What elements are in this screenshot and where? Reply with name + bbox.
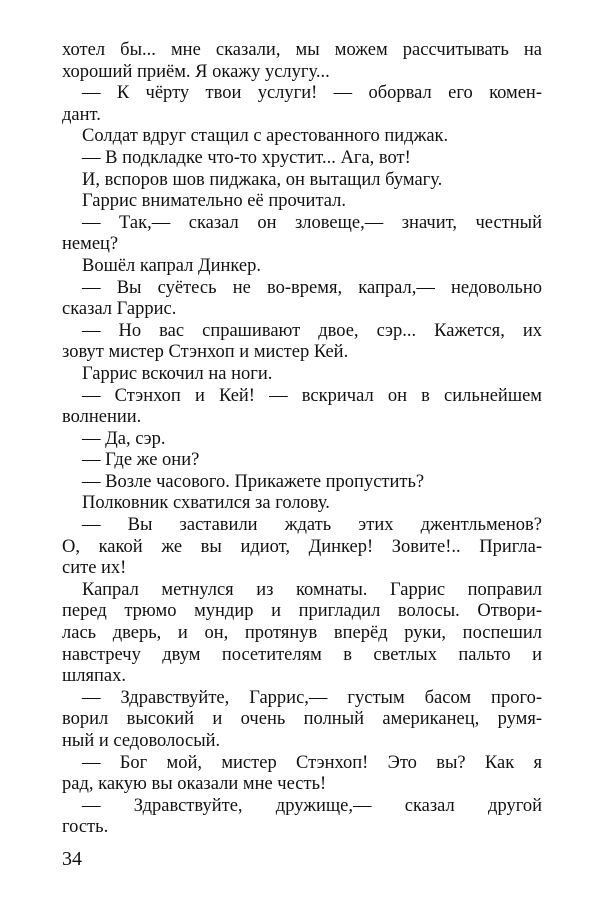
text-line: Гаррис внимательно её прочитал. [82,191,346,212]
text-line: Полковник схватился за голову. [82,493,330,514]
text-line: Гаррис вскочил на ноги. [82,363,273,384]
text-line: — Так,— сказал он зловеще,— значит, честный [82,212,542,233]
text-line: зовут мистер Стэнхоп и мистер Кей. [62,342,349,363]
text-line: — Вы заставили ждать этих джентльменов? [82,515,542,536]
text-line: хороший приём. Я окажу услугу... [62,61,330,82]
text-line: дант. [62,104,101,125]
text-line: шляпах. [62,666,126,687]
text-line: сите их! [62,558,127,579]
text-line: — Да, сэр. [82,428,166,449]
text-line: — К чёрту твои услуги! — оборвал его комен- [82,83,542,104]
text-line: перед трюмо мундир и пригладил волосы. Отвори- [62,601,542,622]
text-line: И, вспоров шов пиджака, он вытащил бумагу. [82,169,443,190]
text-line: — Где же они? [82,450,200,471]
text-line: Капрал метнулся из комнаты. Гаррис поправил [82,579,542,600]
page-body-text [62,40,542,839]
text-line: О, какой же вы идиот, Динкер! Зовите!.. Пригла- [62,536,542,557]
text-line: сказал Гаррис. [62,299,177,320]
text-line: — Здравствуйте, Гаррис,— густым басом прого- [82,687,542,708]
page-number: 34 [62,848,82,870]
text-line: хотел бы... мне сказали, мы можем рассчитывать на [62,40,542,60]
text-line: — Здравствуйте, дружище,— сказал другой [82,795,542,816]
text-line: волнении. [62,407,142,428]
text-line: Солдат вдруг стащил с арестованного пиджак. [82,126,449,147]
text-line: лась дверь, и он, протянув вперёд руки, поспешил [62,623,542,644]
text-line: — Стэнхоп и Кей! — вскричал он в сильнейшем [82,385,542,406]
text-line: немец? [62,234,119,255]
text-line: — Вы суётесь не во-время, капрал,— недовольно [82,277,542,298]
text-line: навстречу двум посетителям в светлых пальто и [62,644,542,665]
text-line: — Бог мой, мистер Стэнхоп! Это вы? Как я [82,752,542,773]
text-line: рад, какую вы оказали мне честь! [62,774,327,795]
text-line: — В подкладке что-то хрустит... Ага, вот! [82,147,411,168]
text-line: гость. [62,817,109,838]
text-line: ворил высокий и очень полный американец, румя- [62,709,542,730]
text-line: — Но вас спрашивают двое, сэр... Кажется, их [82,320,542,341]
text-line: — Возле часового. Прикажете пропустить? [82,471,425,492]
text-line: ный и седоволосый. [62,731,221,751]
text-line: Вошёл капрал Динкер. [82,255,261,276]
